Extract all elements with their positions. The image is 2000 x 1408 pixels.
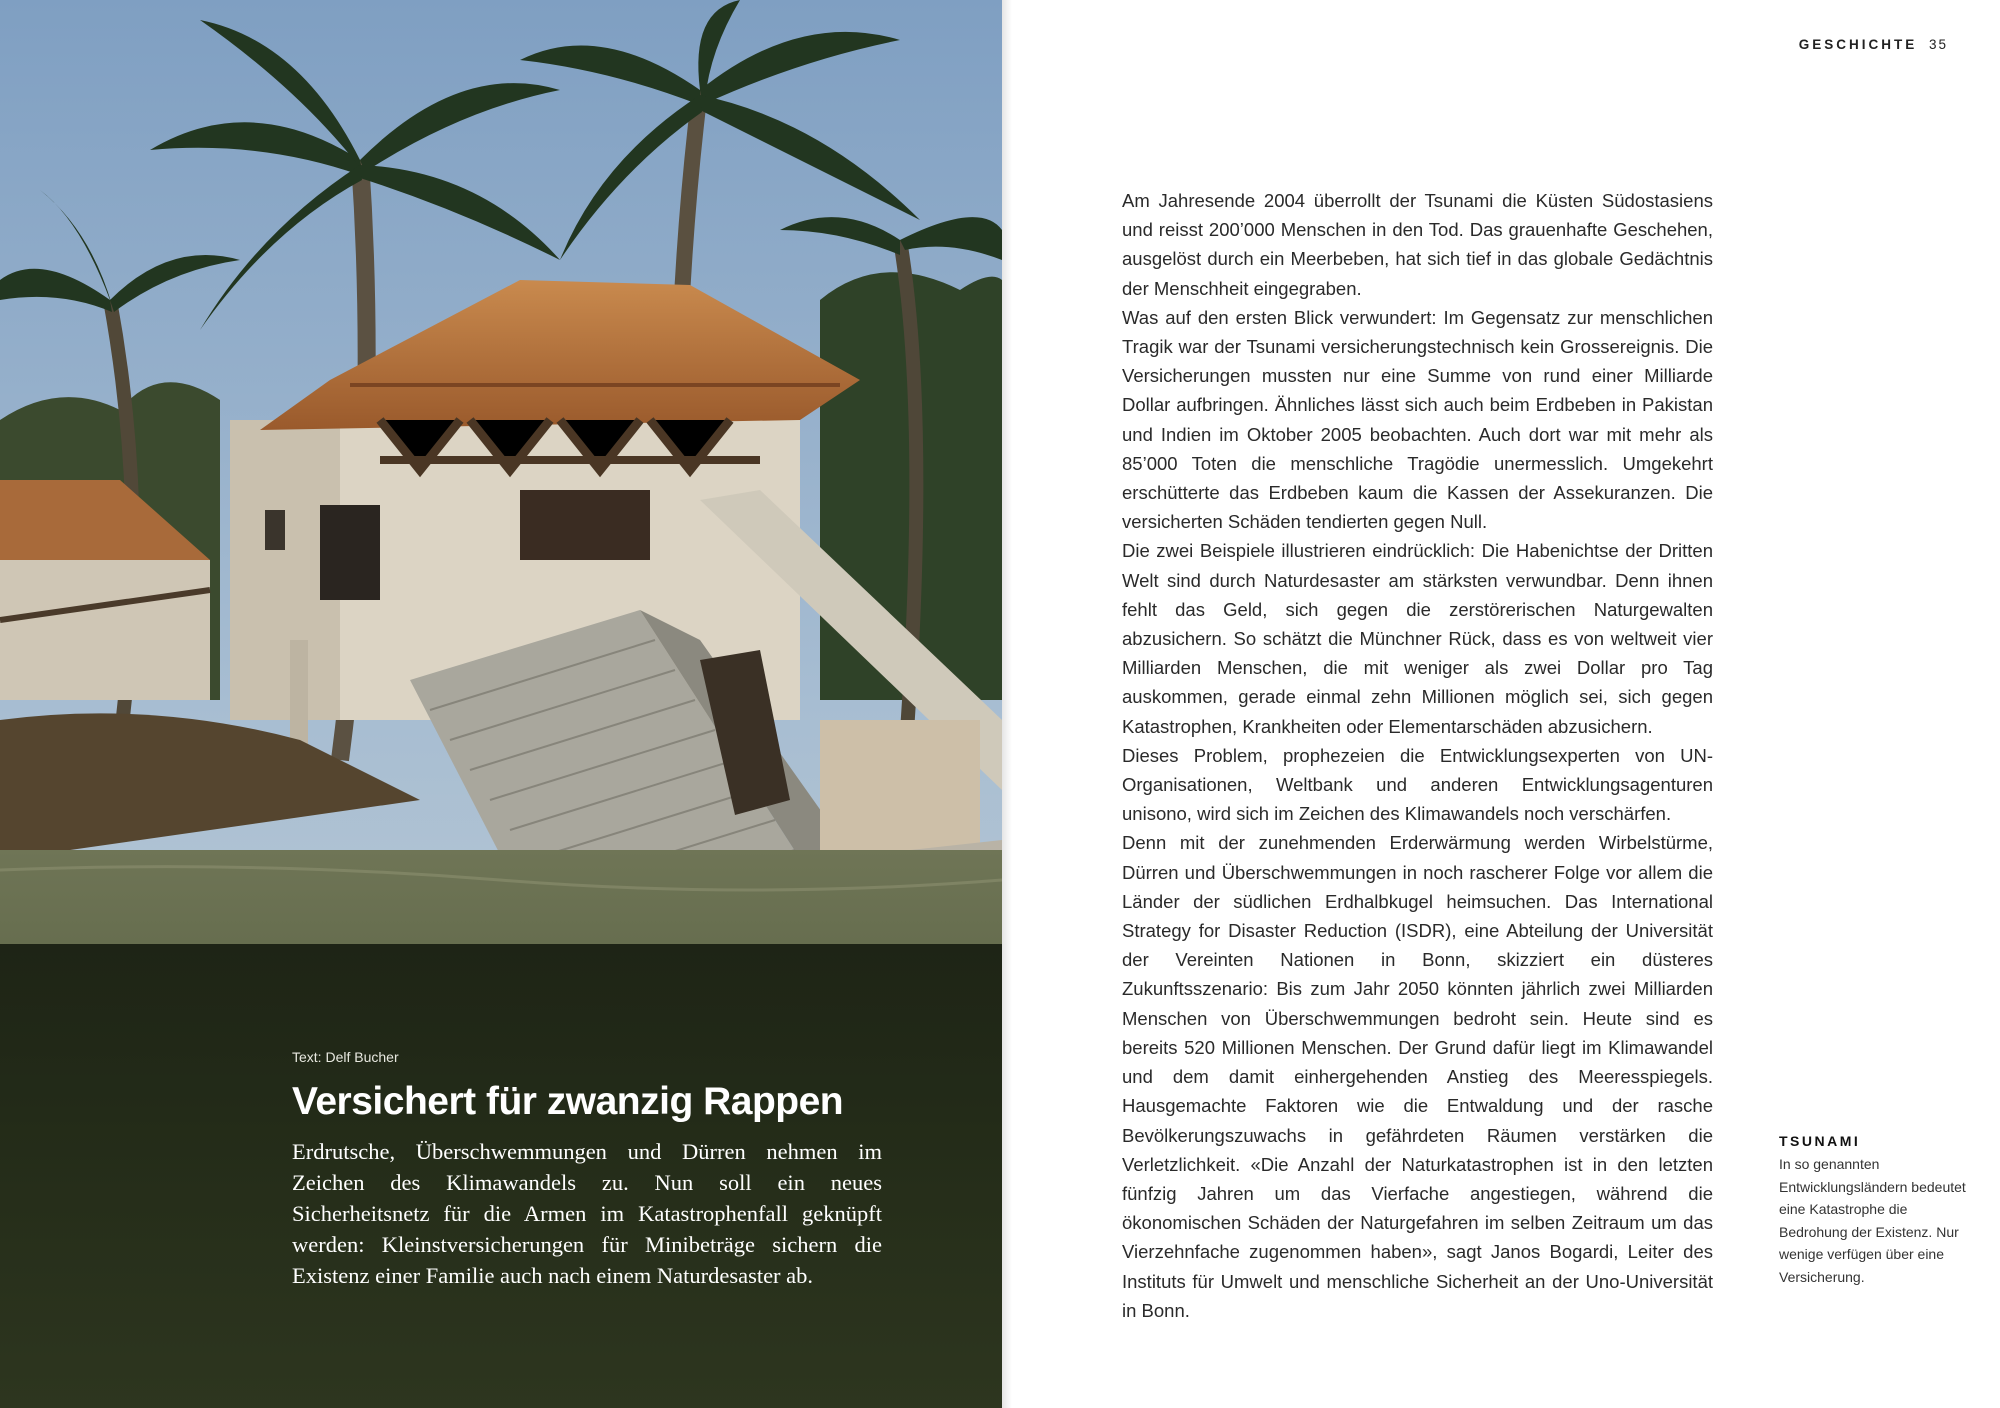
article-body [1122, 186, 1713, 1325]
glossary-term: TSUNAMI [1779, 1133, 1861, 1149]
page-gutter [1002, 0, 1012, 1408]
glossary-sidebar [1779, 1133, 1969, 1288]
body-paragraph: Am Jahresende 2004 überrollt der Tsunami die Küsten Südostasiens und reisst 200’000 Menschen in den Tod. Das grauenhafte Geschehen, ausgelöst durch ein Meerbeben, hat sich tief in das globale Gedächtnis der Menschheit eingegraben. [1122, 190, 1713, 299]
glossary-definition: In so genannten Entwicklungsländern bedeutet eine Katastrophe die Bedrohung der Existenz. Nur wenige verfügen über eine Versicherung. [1779, 1156, 1966, 1285]
body-paragraph: Was auf den ersten Blick verwundert: Im Gegensatz zur menschlichen Tragik war der Tsunami versicherungstechnisch kein Grossereignis. Die Versicherungen mussten nur eine Summe von rund einer Milliarde Dollar aufbringen. Ähnliches lässt sich auch beim Erdbeben in Pakistan und Indien im Oktober 2005 beobachten. Auch dort war mit mehr als 85’000 Toten die menschliche Tragödie unermesslich. Umgekehrt erschütterte das Erdbeben kaum die Kassen der Assekuranzen. Die versicherten Schäden tendierten gegen Null. [1122, 306, 1713, 533]
section-title: GESCHICHTE [1798, 37, 1918, 52]
author-credit: Text: Delf Bucher [292, 1049, 399, 1065]
running-head [1799, 37, 1948, 52]
article-headline: Versichert für zwanzig Rappen [292, 1080, 844, 1123]
article-lead: Erdrutsche, Überschwemmungen und Dürren nehmen im Zeichen des Klimawandels zu. Nun soll ein neues Sicherheitsnetz für die Armen im Katastrophenfall geknüpft werden: Kleinstversicherungen für Minibeträge sichern die Existenz einer Familie auch nach einem Naturdesaster ab. [292, 1139, 882, 1288]
page-number: 35 [1928, 37, 1948, 52]
body-paragraph: Denn mit der zunehmenden Erderwärmung werden Wirbelstürme, Dürren und Überschwemmungen in noch rascherer Folge vor allem die Länder der südlichen Erdhalbkugel heimsuchen. Das International Strategy for Disaster Reduction (ISDR), eine Abteilung der Universität der Vereinten Nationen in Bonn, skizziert ein düsteres Zukunftsszenario: Bis zum Jahr 2050 könnten jährlich zwei Milliarden Menschen von Überschwemmungen bedroht sein. Heute sind es bereits 520 Millionen Menschen. Der Grund dafür liegt im Klimawandel und dem damit einhergehenden Anstieg des Meeresspiegels. Hausgemachte Faktoren wie die Entwaldung und der rasche Bevölkerungszuwachs in gefährdeten Räumen verstärken die Verletzlichkeit. «Die Anzahl der Naturkatastrophen ist in den letzten fünfzig Jahren um das Vierfache angestiegen, während die ökonomischen Schäden der Naturgefahren im selben Zeitraum um das Vierzehnfache zugenommen haben», sagt Janos Bogardi, Leiter des Instituts für Umwelt und menschliche Sicherheit an der Uno-Universität in Bonn. [1122, 832, 1713, 1321]
body-paragraph: Dieses Problem, prophezeien die Entwicklungsexperten von UN-Organisationen, Weltbank und anderen Entwicklungsagenturen unisono, wird sich im Zeichen des Klimawandels noch verschärfen. [1122, 744, 1713, 825]
body-paragraph: Die zwei Beispiele illustrieren eindrücklich: Die Habenichtse der Dritten Welt sind durch Naturdesaster am stärksten verwundbar. Denn ihnen fehlt das Geld, sich gegen die zerstörerischen Naturgewalten abzusichern. So schätzt die Münchner Rück, dass es von weltweit vier Milliarden Menschen, die mit weniger als zwei Dollar pro Tag auskommen, gerade einmal zehn Millionen möglich sei, sich gegen Katastrophen, Krankheiten oder Elementarschäden abzusichern. [1122, 540, 1713, 737]
